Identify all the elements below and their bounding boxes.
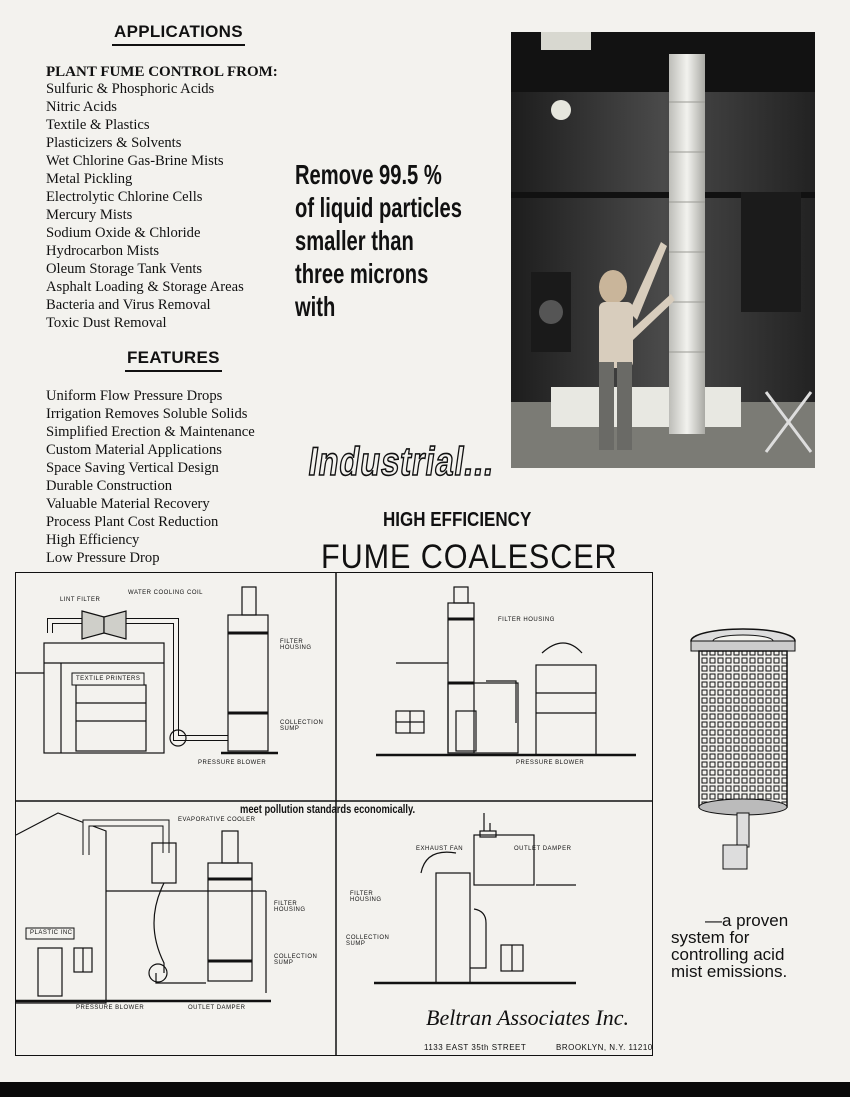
filter-element-icon — [685, 625, 805, 875]
list-item: Durable Construction — [46, 478, 173, 494]
proven-line: controlling acid — [671, 945, 785, 964]
label-exhaust-fan: EXHAUST FAN — [416, 846, 464, 852]
photo-illustration — [511, 32, 815, 468]
list-item: Custom Material Applications — [46, 442, 222, 458]
list-item: Sulfuric & Phosphoric Acids — [46, 81, 215, 97]
label-pressure-blower: PRESSURE BLOWER — [76, 1005, 145, 1011]
features-list — [46, 387, 255, 567]
list-item: Nitric Acids — [46, 99, 117, 115]
proven-system-text — [671, 912, 788, 980]
industrial-title: Industrial... — [305, 440, 498, 484]
diagram-exhaust — [374, 813, 576, 983]
list-item: Plasticizers & Solvents — [46, 135, 182, 151]
promo-text — [295, 158, 462, 323]
list-item: Sodium Oxide & Chloride — [46, 225, 201, 241]
label-water-cooling-coil: WATER COOLING COIL — [128, 590, 204, 596]
list-item: Textile & Plastics — [46, 117, 150, 133]
list-item: Irrigation Removes Soluble Solids — [46, 406, 248, 422]
page-edge — [0, 1082, 850, 1097]
company-logo: Beltran Associates Inc. — [426, 1005, 630, 1030]
label-collection-sump: COLLECTION SUMP — [346, 935, 390, 947]
label-pressure-blower: PRESSURE BLOWER — [516, 760, 585, 766]
list-item: Wet Chlorine Gas-Brine Mists — [46, 153, 224, 169]
company-city: BROOKLYN, N.Y. 11210 — [556, 1043, 653, 1052]
diagram-filter-housing — [376, 587, 636, 755]
proven-line: —a proven — [705, 911, 789, 930]
list-item: Low Pressure Drop — [46, 550, 160, 566]
features-heading: FEATURES — [125, 348, 222, 372]
promo-line: smaller than — [295, 225, 414, 256]
label-filter-housing: FILTER HOUSING — [280, 639, 312, 651]
label-pressure-blower: PRESSURE BLOWER — [198, 760, 267, 766]
label-filter-housing: FILTER HOUSING — [274, 901, 306, 913]
label-lint-filter: LINT FILTER — [60, 597, 101, 603]
label-filter-housing: FILTER HOUSING — [350, 891, 382, 903]
installation-diagrams — [15, 572, 653, 1056]
applications-list — [46, 80, 244, 332]
label-plastic-inc: PLASTIC INC — [30, 930, 73, 936]
high-efficiency-title: HIGH EFFICIENCY — [383, 509, 532, 531]
list-item: Electrolytic Chlorine Cells — [46, 189, 203, 205]
label-filter-housing: FILTER HOUSING — [498, 617, 555, 623]
list-item: Toxic Dust Removal — [46, 315, 167, 331]
diagram-textile — [16, 587, 278, 753]
label-outlet-damper: OUTLET DAMPER — [514, 846, 572, 852]
list-item: Mercury Mists — [46, 207, 133, 223]
list-item: Process Plant Cost Reduction — [46, 514, 219, 530]
list-item: Metal Pickling — [46, 171, 133, 187]
list-item: Uniform Flow Pressure Drops — [46, 388, 223, 404]
proven-line: mist emissions. — [671, 962, 788, 981]
label-collection-sump: COLLECTION SUMP — [280, 720, 324, 732]
promo-line: of liquid particles — [295, 192, 462, 223]
label-evaporative-cooler: EVAPORATIVE COOLER — [178, 817, 256, 823]
list-item: Space Saving Vertical Design — [46, 460, 219, 476]
list-item: Asphalt Loading & Storage Areas — [46, 279, 244, 295]
proven-line: system for — [671, 928, 750, 947]
fume-coalescer-title: FUME COALESCER — [321, 538, 618, 576]
list-item: Oleum Storage Tank Vents — [46, 261, 203, 277]
list-item: Valuable Material Recovery — [46, 496, 210, 512]
label-outlet-damper: OUTLET DAMPER — [188, 1005, 246, 1011]
company-street: 1133 EAST 35th STREET — [424, 1043, 527, 1052]
photo-coalescer-installation — [511, 32, 815, 468]
promo-line: three microns — [295, 258, 429, 289]
label-collection-sump: COLLECTION SUMP — [274, 954, 318, 966]
list-item: High Efficiency — [46, 532, 140, 548]
list-item: Simplified Erection & Maintenance — [46, 424, 255, 440]
plant-fume-control-heading: PLANT FUME CONTROL FROM: — [46, 64, 278, 80]
filter-element-illustration — [685, 625, 805, 875]
promo-line: Remove 99.5 % — [295, 159, 442, 190]
promo-line: with — [295, 291, 336, 322]
list-item: Hydrocarbon Mists — [46, 243, 160, 259]
applications-heading: APPLICATIONS — [112, 22, 245, 46]
diagram-plastic — [16, 813, 271, 1003]
label-textile-printers: TEXTILE PRINTERS — [76, 676, 141, 682]
tagline: meet pollution standards economically. — [240, 802, 416, 816]
list-item: Bacteria and Virus Removal — [46, 297, 211, 313]
